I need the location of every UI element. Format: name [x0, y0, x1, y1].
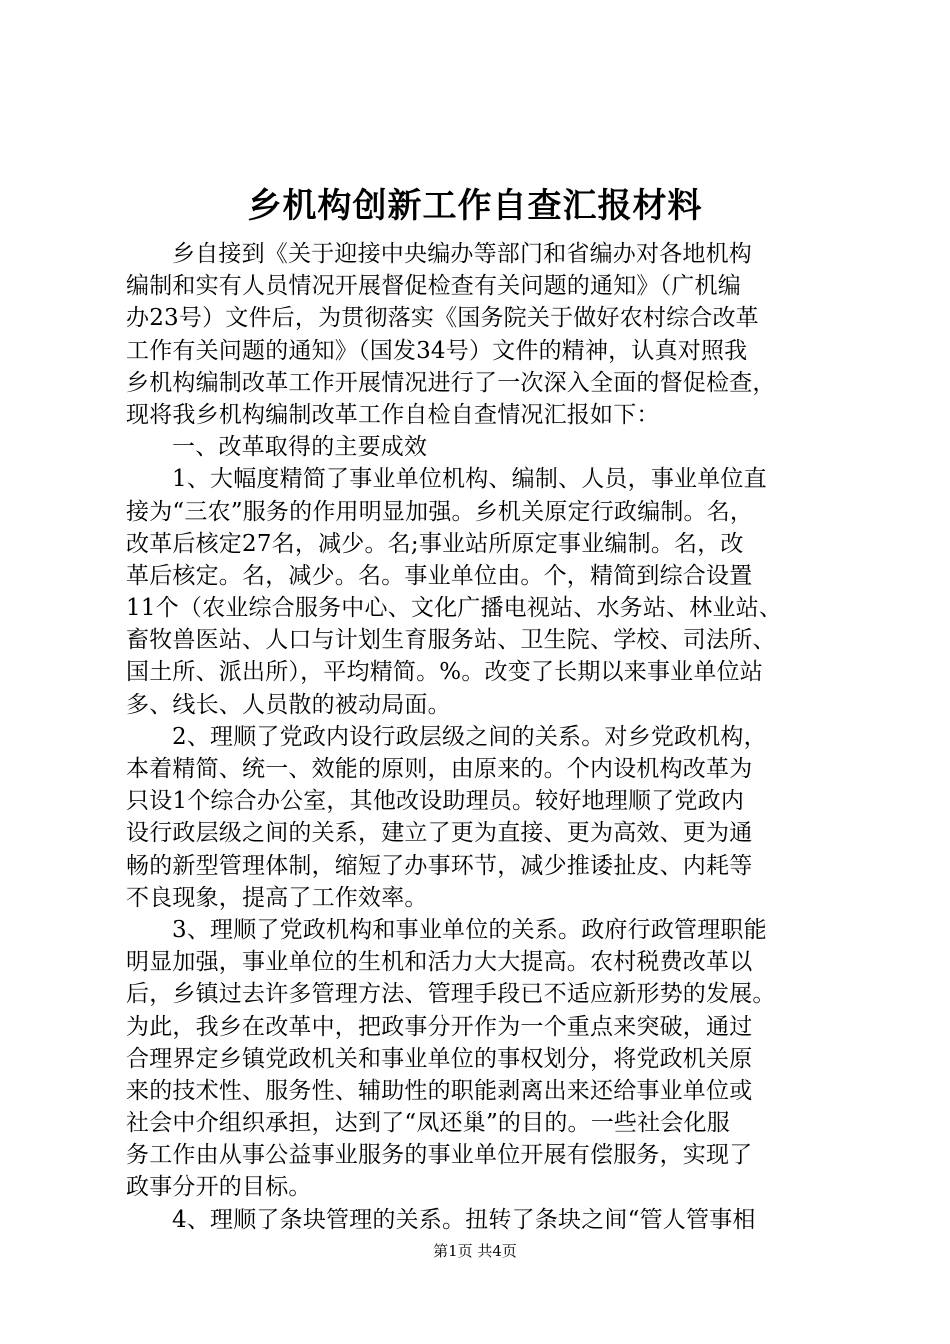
paragraph-line: 只设1个综合办公室，其他改设助理员。较好地理顺了党政内: [126, 788, 745, 815]
paragraph-line: 4、理顺了条块管理的关系。扭转了条块之间“管人管事相: [172, 1206, 756, 1233]
paragraph-line: 明显加强，事业单位的生机和活力大大提高。农村税费改革以: [126, 949, 753, 976]
paragraph-line: 本着精简、统一、效能的原则，由原来的。个内设机构改革为: [126, 756, 753, 782]
document-title: 乡机构创新工作自查汇报材料: [247, 186, 703, 226]
paragraph-line: 办23号）文件后，为贯彻落实《国务院关于做好农村综合改革: [126, 305, 759, 332]
paragraph-line: 接为“三农”服务的作用明显加强。乡机关原定行政编制。名，: [126, 498, 754, 525]
paragraph-line: 政事分开的目标。: [126, 1174, 312, 1201]
paragraph-line: 乡机构编制改革工作开展情况进行了一次深入全面的督促检查，: [126, 369, 776, 396]
paragraph-line: 3、理顺了党政机构和事业单位的关系。政府行政管理职能: [172, 916, 767, 943]
paragraph-line: 来的技术性、服务性、辅助性的职能剥离出来还给事业单位或: [126, 1077, 753, 1104]
paragraph-line: 为此，我乡在改革中，把政事分开作为一个重点来突破，通过: [126, 1013, 753, 1040]
paragraph-line: 1、大幅度精简了事业单位机构、编制、人员，事业单位直: [172, 466, 767, 493]
paragraph-line: 编制和实有人员情况开展督促检查有关问题的通知》（广机编: [126, 273, 741, 300]
paragraph-line: 改革后核定27名，减少。名;事业站所原定事业编制。名，改: [126, 530, 744, 557]
paragraph-line: 合理界定乡镇党政机关和事业单位的事权划分，将党政机关原: [126, 1045, 753, 1072]
paragraph-line: 多、线长、人员散的被动局面。: [126, 691, 451, 718]
paragraph-line: 工作有关问题的通知》（国发34号）文件的精神，认真对照我: [126, 337, 748, 364]
page-number: 第1页 共4页: [433, 1242, 517, 1260]
paragraph-line: 后，乡镇过去许多管理方法、管理手段已不适应新形势的发展。: [126, 981, 776, 1008]
paragraph-line: 乡自接到《关于迎接中央编办等部门和省编办对各地机构: [172, 241, 752, 267]
paragraph-line: 畅的新型管理体制，缩短了办事环节，减少推诿扯皮、内耗等: [126, 852, 753, 879]
paragraph-line: 设行政层级之间的关系，建立了更为直接、更为高效、更为通: [126, 820, 753, 847]
paragraph-line: 务工作由从事公益事业服务的事业单位开展有偿服务，实现了: [126, 1142, 753, 1169]
paragraph-line: 不良现象，提高了工作效率。: [126, 884, 428, 911]
section-heading: 一、改革取得的主要成效: [172, 434, 428, 461]
paragraph-line: 畜牧兽医站、人口与计划生育服务站、卫生院、学校、司法所、: [126, 627, 776, 654]
paragraph-line: 革后核定。名，减少。名。事业单位由。个，精简到综合设置: [126, 562, 753, 589]
paragraph-line: 国土所、派出所），平均精简。%。改变了长期以来事业单位站: [126, 659, 763, 686]
paragraph-line: 社会中介组织承担，达到了“凤还巢”的目的。一些社会化服: [126, 1110, 730, 1137]
document-body: [126, 238, 826, 1236]
paragraph-line: 2、理顺了党政内设行政层级之间的关系。对乡党政机构，: [172, 723, 767, 750]
paragraph-line: 11个（农业综合服务中心、文化广播电视站、水务站、林业站、: [126, 595, 783, 622]
paragraph-line: 现将我乡机构编制改革工作自检自查情况汇报如下：: [126, 401, 660, 428]
